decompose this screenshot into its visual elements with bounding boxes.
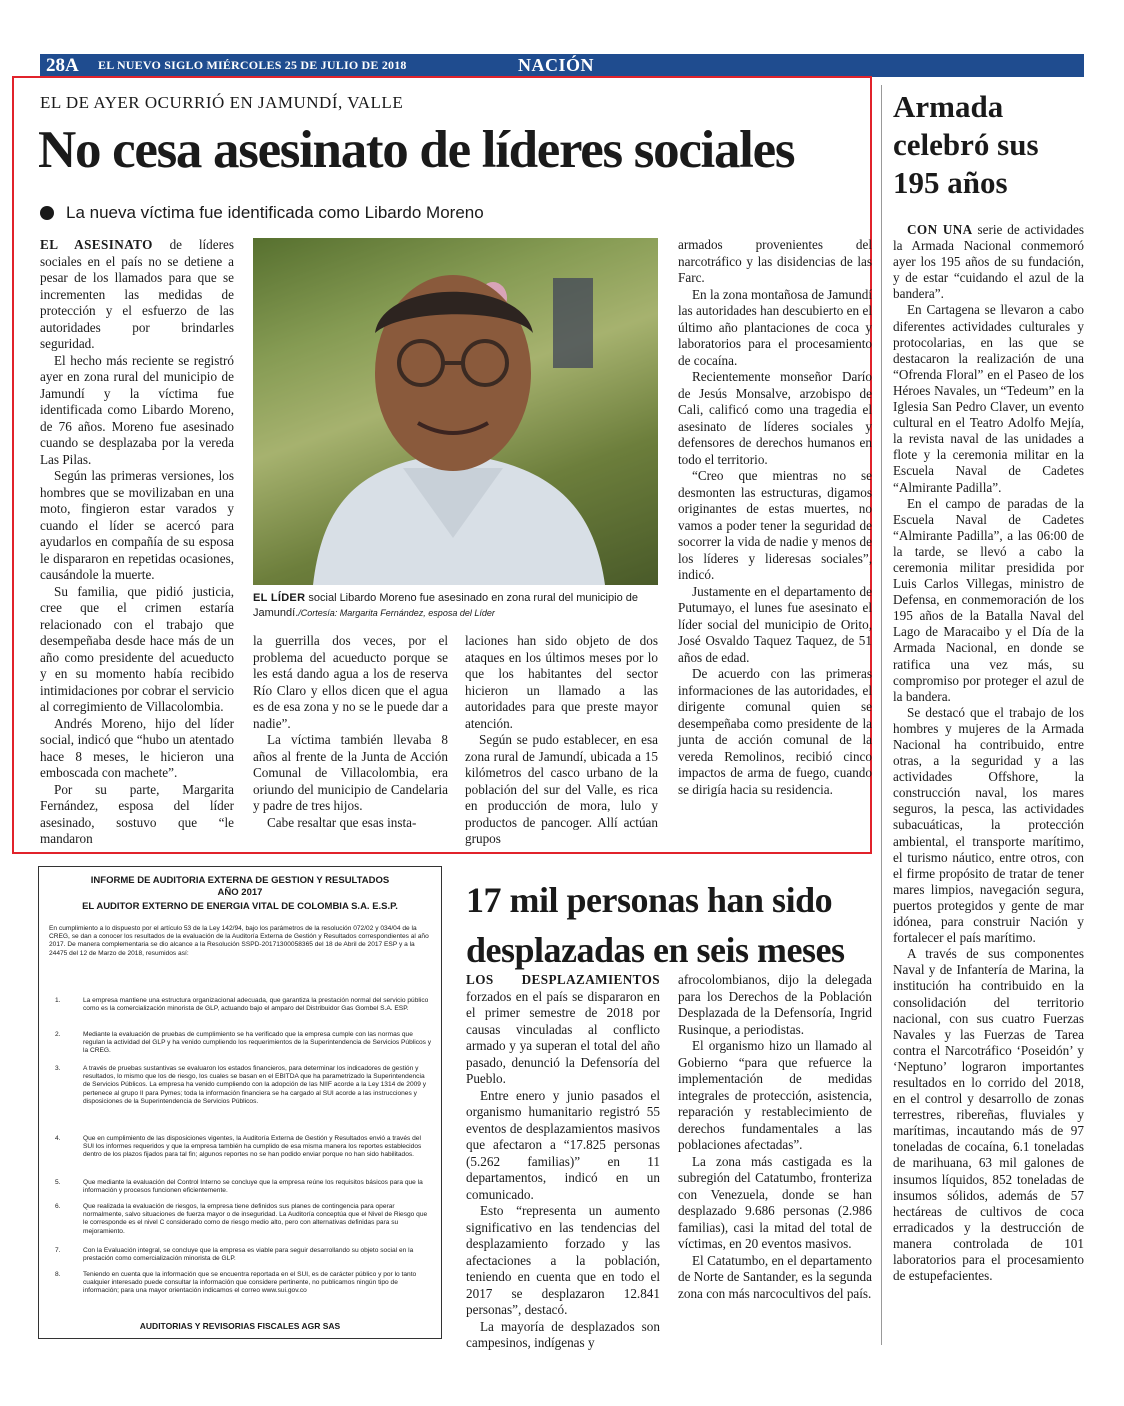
paragraph: Andrés Moreno, hijo del líder social, indicó que “hubo un atentado hace 8 meses, le hicieron una emboscada con machete”.	[40, 715, 234, 780]
paragraph: La mayoría de desplazados son campesinos, indígenas y	[466, 1318, 660, 1350]
paragraph: Esto “representa un aumento significativo en las tendencias del desplazamiento forzado y las afectaciones a la población, teniendo en cuenta que en todo el 2017 se desplazaron 12.841 personas”, destacó.	[466, 1203, 660, 1317]
main-article-column-1	[40, 237, 234, 848]
audit-item: 3. A través de pruebas sustantivas se evaluaron los estados financieros, para determinar los indicadores de gestión y resultados, lo mismo que los de riesgo, los cuales se basan en el EBITDA que ha parametrizado la Superintendencia de Servicios Públicos. La empresa ha venido cumpliendo con la adopción de las NIIF acorde a la Ley 1314 de 2009 y pertenece al grupo II para Pymes; toda la información financiera se ha cargado al SUI acorde a las instrucciones y disposiciones de la Superintendencia de Servicios Públicos.	[55, 1065, 427, 1105]
paragraph: la guerrilla dos veces, por el problema del acueducto porque se les está dando agua a los de reserva Río Claro y ellos dicen que el agua es de esa zona y no se le puede dar a nadie”.	[253, 633, 448, 731]
page-header-bar	[40, 54, 1084, 77]
lead-in: LOS DESPLAZAMIENTOS	[466, 972, 660, 987]
main-article-column-4	[678, 237, 872, 798]
lead-in: CON UNA	[907, 222, 973, 237]
paragraph: Cabe resaltar que esas insta-	[267, 814, 417, 830]
audit-item: 7. Con la Evaluación integral, se concluye que la empresa es viable para seguir desarrollando su objeto social en la prestación como comercialización minorista de GLP.	[55, 1247, 414, 1263]
leader-photo	[253, 238, 658, 585]
section-name: NACIÓN	[518, 55, 595, 75]
sidebar-headline: Armada celebró sus 195 años	[893, 89, 1039, 200]
page-number: 28A	[46, 55, 79, 76]
main-article-column-3	[465, 633, 658, 848]
bullet-icon	[40, 206, 54, 220]
second-article-headline: 17 mil personas han sido desplazadas en seis meses	[466, 880, 845, 970]
paragraph: laciones han sido objeto de dos ataques en los últimos meses por lo que los habitantes del sector hicieron un llamado a las autoridades para que preste mayor atención.	[465, 633, 658, 731]
paragraph: La víctima también llevaba 8 años al frente de la Junta de Acción Comunal de Villacolombia, era oriundo del municipio de Candelaria y padre de tres hijos.	[253, 732, 448, 813]
column-divider	[881, 85, 882, 1345]
audit-item: 4. Que en cumplimiento de las disposiciones vigentes, la Auditoría Externa de Gestión y Resultados envió a través del SUI los informes requeridos y que la empresa también ha cumplido de esa misma manera los reportes establecidos dentro de los plazos fijados para tal fin; algunos reportes no se han podido enviar porque no han sido habilitados.	[55, 1135, 422, 1159]
audit-signature: AUDITORIAS Y REVISORIAS FISCALES AGR SAS	[139, 1321, 341, 1331]
paragraph: En el campo de paradas de la Escuela Naval de Cadetes “Almirante Padilla”, a las 06:00 de la tarde, se llevó a cabo la ceremonia militar presidida por Luis Carlos Villegas, ministro de Defensa, en conmemoración de los 195 años de la Batalla Naval del Lago de Maracaibo y el Día de la Armada Nacional, en donde se ratifica una vez más, su compromiso por proteger el azul de la bandera.	[893, 495, 1084, 704]
sidebar-article-body	[893, 222, 1084, 1284]
paragraph: En Cartagena se llevaron a cabo diferentes actividades culturales y protocolarias, en las que se destacaron la realización de una “Ofrenda Floral” en el Paseo de los Héroes Navales, un “Tedeum” en la Iglesia San Pedro Claver, un evento cultural en el Teatro Adolfo Mejía, la revista naval de las unidades a flote y la ceremonia militar en la Escuela Naval de Cadetes “Almirante Padilla”.	[893, 302, 1084, 495]
audit-year: AÑO 2017	[217, 887, 263, 898]
portrait-illustration	[253, 238, 658, 585]
second-article-column-1	[466, 972, 660, 1352]
paragraph: De acuerdo con las primeras informaciones de las autoridades, el dirigente comunal quien se desempeñaba como presidente de la junta de acción comunal de la vereda Remolinos, recibió cinco impactos de arma de fuego, cuando se dirigía hacia su residencia.	[678, 666, 872, 797]
paragraph: Su familia, que pidió justicia, cree que el crimen estaría relacionado con el trabajo que desempeñaba desde hace más de un año como presidente del acueducto y en su momento había recibido intimidaciones por cobrar el servicio al corregimiento de Villacolombia.	[40, 583, 234, 714]
caption-lead: EL LÍDER	[253, 592, 306, 604]
paragraph: afrocolombianos, dijo la delegada para los Derechos de la Población Desplazada de la Defensoría, Ingrid Rusinque, a periodistas.	[678, 972, 872, 1037]
paragraph: Recientemente monseñor Darío de Jesús Monsalve, arzobispo de Cali, calificó como una tragedia el asesinato de líderes sociales y defensores de derechos humanos en todo el territorio.	[678, 369, 872, 467]
audit-notice	[38, 866, 442, 1339]
paragraph: Según las primeras versiones, los hombres que se movilizaban en una moto, fingieron estar varados y cuando el líder se acercó para ayudarlos en compañía de su esposa le dispararon en repetidas ocasiones, causándole la muerte.	[40, 468, 234, 582]
article-deck: La nueva víctima fue identificada como Libardo Moreno	[66, 203, 484, 222]
paragraph: A través de sus componentes Naval y de Infantería de Marina, la institución ha contribuido en la consolidación del territorio nacional, con sus cuatro Fuerzas Navales y las Fuerzas de Tarea contra el Narcotráfico ‘Poseidón’ y ‘Neptuno’ lograron importantes resultados en lo corrido del 2018, en el control y desarrollo de zonas terrestres, ribereñas, fluviales y marítimas, incautando más de 97 toneladas de cocaína, 6.1 toneladas de marihuana, 63 mil galones de insumos líquidos, 852 toneladas de insumos sólidos, además de 57 hectáreas de cultivos de coca erradicados y la destrucción de manera controlada de 101 laboratorios para el procesamiento de estupefacientes.	[893, 946, 1084, 1284]
paragraph: Justamente en el departamento de Putumayo, el lunes fue asesinato el líder social del municipio de Orito, José Osvaldo Taquez Taquez, de 51 años de edad.	[678, 583, 872, 665]
lead-in: EL ASESINATO	[40, 237, 153, 252]
audit-item: 1. La empresa mantiene una estructura organizacional adecuada, que garantiza la prestación normal del servicio público como es la comercialización minorista de GLP, actuando bajo el amparo del Distribuidor Gas Gombel S.A. ESP.	[55, 997, 429, 1013]
paragraph: “Creo que mientras no se desmonten las estructuras, digamos originantes de estas muertes, no vamos a poder tener la seguridad de socorrer la vida de nadie y menos de los líderes y lideresas sociales”, indicó.	[678, 468, 872, 582]
paragraph: El organismo hizo un llamado al Gobierno “para que refuerce la implementación de medidas integrales de protección, asistencia, reparación y restablecimiento de derechos fundamentales a las poblaciones afectadas”.	[678, 1038, 872, 1152]
audit-item: 8. Teniendo en cuenta que la información que se encuentra reportada en el SUI, es de carácter público y por lo tanto cualquier interesado puede consultar la información que considere pertinente, no publicamos ningún tipo de información; para una mayor orientación indicamos el correo www.sui.gov.co	[55, 1271, 417, 1295]
paragraph: El hecho más reciente se registró ayer en zona rural del municipio de Jamundí y la víctima fue identificada como Libardo Moreno, de 76 años. Moreno fue asesinado cuando se desplazaba por la vereda Las Pilas.	[40, 352, 234, 467]
publication-dateline: EL NUEVO SIGLO MIÉRCOLES 25 DE JULIO DE 2018	[98, 58, 407, 72]
paragraph: Entre enero y junio pasados el organismo humanitario registró 55 eventos de desplazamientos masivos que afectaron a “17.825 personas (5.262 familias)” en 11 departamentos, indicó en un comunicado.	[466, 1087, 660, 1202]
audit-auditor: EL AUDITOR EXTERNO DE ENERGIA VITAL DE COLOMBIA S.A. E.S.P.	[82, 901, 398, 912]
audit-title: INFORME DE AUDITORIA EXTERNA DE GESTION Y RESULTADOS	[90, 875, 390, 886]
paragraph: EL ASESINATO de líderes sociales en el país no se detiene a pesar de los llamados para que se incrementen las medidas de protección y el esfuerzo de las autoridades por brindarles seguridad.	[40, 237, 234, 351]
paragraph: armados provenientes del narcotráfico y las disidencias de las Farc.	[678, 237, 872, 285]
photo-caption: EL LÍDER social Libardo Moreno fue asesinado en zona rural del municipio de Jamundí./Cortesía: Margarita Fernández, esposa del Líder	[253, 592, 638, 619]
paragraph: El Catatumbo, en el departamento de Norte de Santander, es la segunda zona con más narcocultivos del país.	[678, 1252, 872, 1301]
paragraph: La zona más castigada es la subregión del Catatumbo, fronteriza con Venezuela, donde se han desplazado 9.686 personas (2.986 familias), casi la mitad del total de víctimas, en 20 eventos masivos.	[678, 1153, 872, 1251]
audit-item: 2. Mediante la evaluación de pruebas de cumplimiento se ha verificado que la empresa cumple con las normas que regulan la actividad del GLP y ha venido cumpliendo los requerimientos de la Superintendencia de Servicios Públicos y la CREG.	[55, 1031, 432, 1055]
second-article-column-2	[678, 972, 872, 1302]
article-headline: No cesa asesinato de líderes sociales	[38, 121, 795, 179]
audit-intro: En cumplimiento a lo dispuesto por el artículo 53 de la Ley 142/94, bajo los parámetros de la resolución 072/02 y 034/04 de la CREG, se dan a conocer los resultados de la evaluación de la Auditoría Externa de Gestión y Resultados correspondientes al año 2017. De manera complementaria se dio alcance a la Resolución SSPD-20171300058365 del 18 de Abril de 2017 ESP y a la 24475 del 12 de Marzo de 2018, resumidos así:	[49, 925, 429, 957]
paragraph: LOS DESPLAZAMIENTOS forzados en el país se dispararon en el primer semestre de 2018 por causas vinculadas al conflicto armado y ya superan el total del año pasado, denunció la Defensoría del Pueblo.	[466, 972, 660, 1086]
paragraph: CON UNA serie de actividades la Armada Nacional conmemoró ayer los 195 años de su fundación, y de estar “cuidando el azul de la bandera”.	[893, 222, 1084, 302]
paragraph: Se destacó que el trabajo de los hombres y mujeres de la Armada Nacional ha contribuido, entre otras, a la seguridad y a las actividades Offshore, la construcción naval, los mares seguros, la pesca, las actividades subacuáticas, la protección ambiental, el transporte marítimo, el turismo náutico, entre otros, con el firme propósito de tratar de tener mares limpios, navegación segura, puertos protegidos y gente de mar idónea, para construir Nación y fortalecer el país marítimo.	[893, 704, 1084, 946]
article-kicker: EL DE AYER OCURRIÓ EN JAMUNDÍ, VALLE	[40, 93, 404, 112]
audit-item: 6. Que realizada la evaluación de riesgos, la empresa tiene definidos sus planes de contingencia para operar normalmente, salvo situaciones de fuerza mayor o de inseguridad. La Auditoría conceptúa que el Nivel de Riesgo que le corresponde es el nivel C considerado como de riesgo medio alto, pero con alternativas definidas para su mejoramiento.	[55, 1203, 428, 1235]
paragraph: Según se pudo establecer, en esa zona rural de Jamundí, ubicada a 15 kilómetros del casco urbano de la población del sur del Valle, es rica en producción de mora, lulo y productos de pancoger. Allí actúan grupos	[465, 732, 658, 846]
photo-credit: /Cortesía: Margarita Fernández, esposa del Líder	[298, 608, 495, 618]
main-article-column-2	[253, 633, 448, 831]
audit-item: 5. Que mediante la evaluación del Control Interno se concluye que la empresa reúne los requisitos básicos para que la información y procesos funcionen eficientemente.	[55, 1179, 423, 1195]
paragraph: Por su parte, Margarita Fernández, esposa del líder asesinado, sostuvo que “le mandaron	[40, 781, 234, 846]
paragraph: En la zona montañosa de Jamundí las autoridades han descubierto en el último año plantaciones de coca y laboratorios para el procesamiento de cocaína.	[678, 286, 872, 368]
